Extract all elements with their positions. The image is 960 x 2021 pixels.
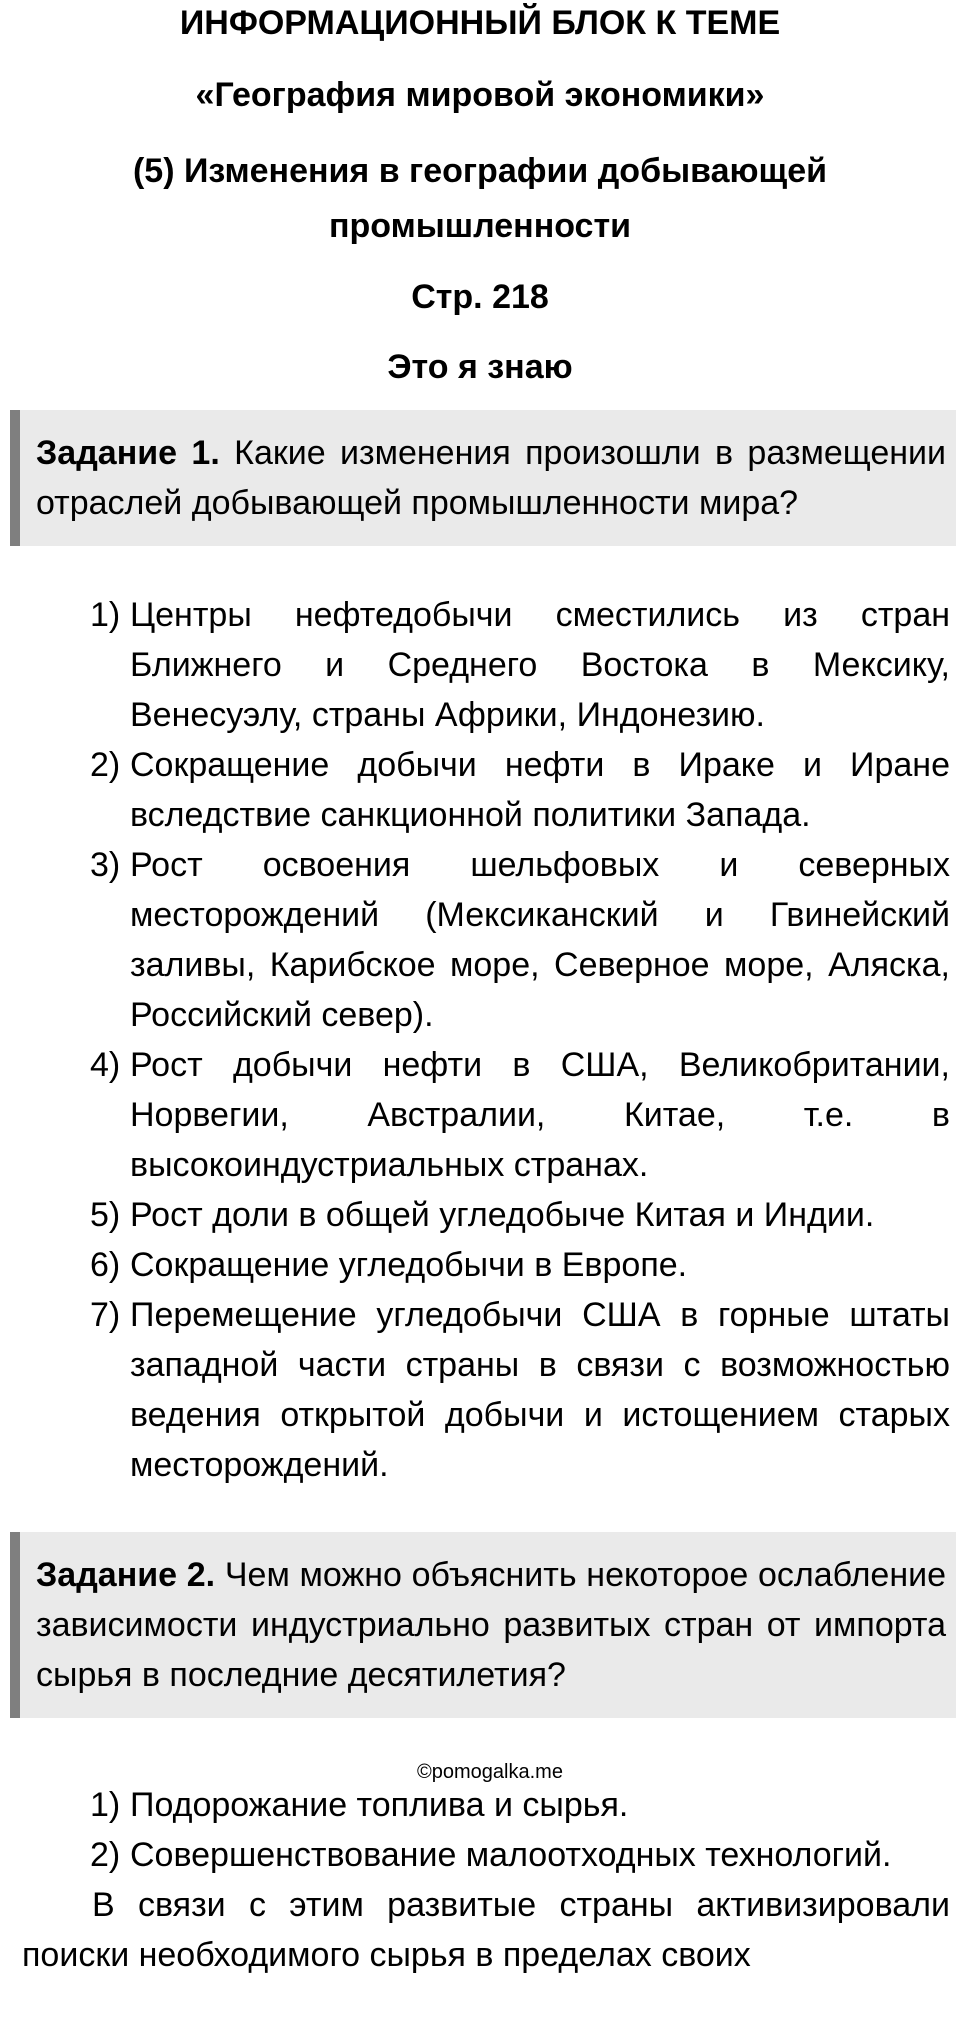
page-reference: Стр. 218 [411, 278, 549, 316]
topic-title: (5) Изменения в географии добывающей промышленности [132, 152, 828, 245]
watermark: ©pomogalka.me [417, 1761, 563, 1783]
list-item-number: 6) [90, 1246, 121, 1284]
list-item-number: 1) [90, 596, 121, 634]
list-item-text: Рост освоения шельфовых и северных месторождений (Мексиканский и Гвинейский заливы, Карибское море, Северное море, Аляска, Российский север). [130, 846, 950, 1034]
list-item [0, 1780, 960, 1830]
list-item [0, 1190, 960, 1240]
list-item [0, 1040, 960, 1190]
task-2-box [10, 1532, 956, 1718]
list-item [0, 590, 960, 740]
task-1-box [10, 410, 956, 546]
list-item-text: Сокращение угледобычи в Европе. [130, 1246, 688, 1284]
list-item-text: Сокращение добычи нефти в Ираке и Иране вследствие санкционной политики Запада. [130, 746, 950, 834]
answer-paragraph: В связи с этим развитые страны активизировали поиски необходимого сырья в пределах своих [22, 1886, 950, 1974]
list-item [0, 1830, 960, 1880]
task-2-answer-list [0, 1780, 960, 1880]
list-item-number: 1) [90, 1786, 121, 1824]
task-1-answer-list [0, 590, 960, 1490]
page-title: ИНФОРМАЦИОННЫЙ БЛОК К ТЕМЕ [179, 4, 781, 42]
list-item [0, 1290, 960, 1490]
list-item-text: Рост доли в общей угледобыче Китая и Индии. [130, 1196, 875, 1234]
list-item-number: 4) [90, 1046, 121, 1084]
list-item-text: Перемещение угледобычи США в горные штаты западной части страны в связи с возможностью ведения открытой добычи и истощением старых месторождений. [130, 1296, 950, 1484]
list-item [0, 840, 960, 1040]
list-item-number: 7) [90, 1296, 121, 1334]
list-item-number: 2) [90, 746, 121, 784]
list-item-text: Рост добычи нефти в США, Великобритании, Норвегии, Австралии, Китае, т.е. в высокоиндустриальных странах. [130, 1046, 950, 1184]
list-item-text: Центры нефтедобычи сместились из стран Ближнего и Среднего Востока в Мексику, Венесуэлу, страны Африки, Индонезию. [130, 596, 950, 734]
task-1-question: Какие изменения произошли в размещении отраслей добывающей промышленности мира? [36, 434, 946, 522]
section-title: Это я знаю [387, 348, 573, 386]
task-2-question: Чем можно объяснить некоторое ослабление зависимости индустриально развитых стран от импорта сырья в последние десятилетия? [36, 1556, 946, 1694]
page-subtitle: «География мировой экономики» [195, 76, 765, 114]
list-item-number: 5) [90, 1196, 121, 1234]
list-item [0, 1240, 960, 1290]
task-1-label: Задание 1. [36, 434, 220, 472]
task-2-label: Задание 2. [36, 1556, 216, 1594]
list-item-number: 2) [90, 1836, 121, 1874]
list-item [0, 740, 960, 840]
list-item-text: Подорожание топлива и сырья. [130, 1786, 629, 1824]
list-item-text: Совершенствование малоотходных технологий. [130, 1836, 892, 1874]
list-item-number: 3) [90, 846, 121, 884]
